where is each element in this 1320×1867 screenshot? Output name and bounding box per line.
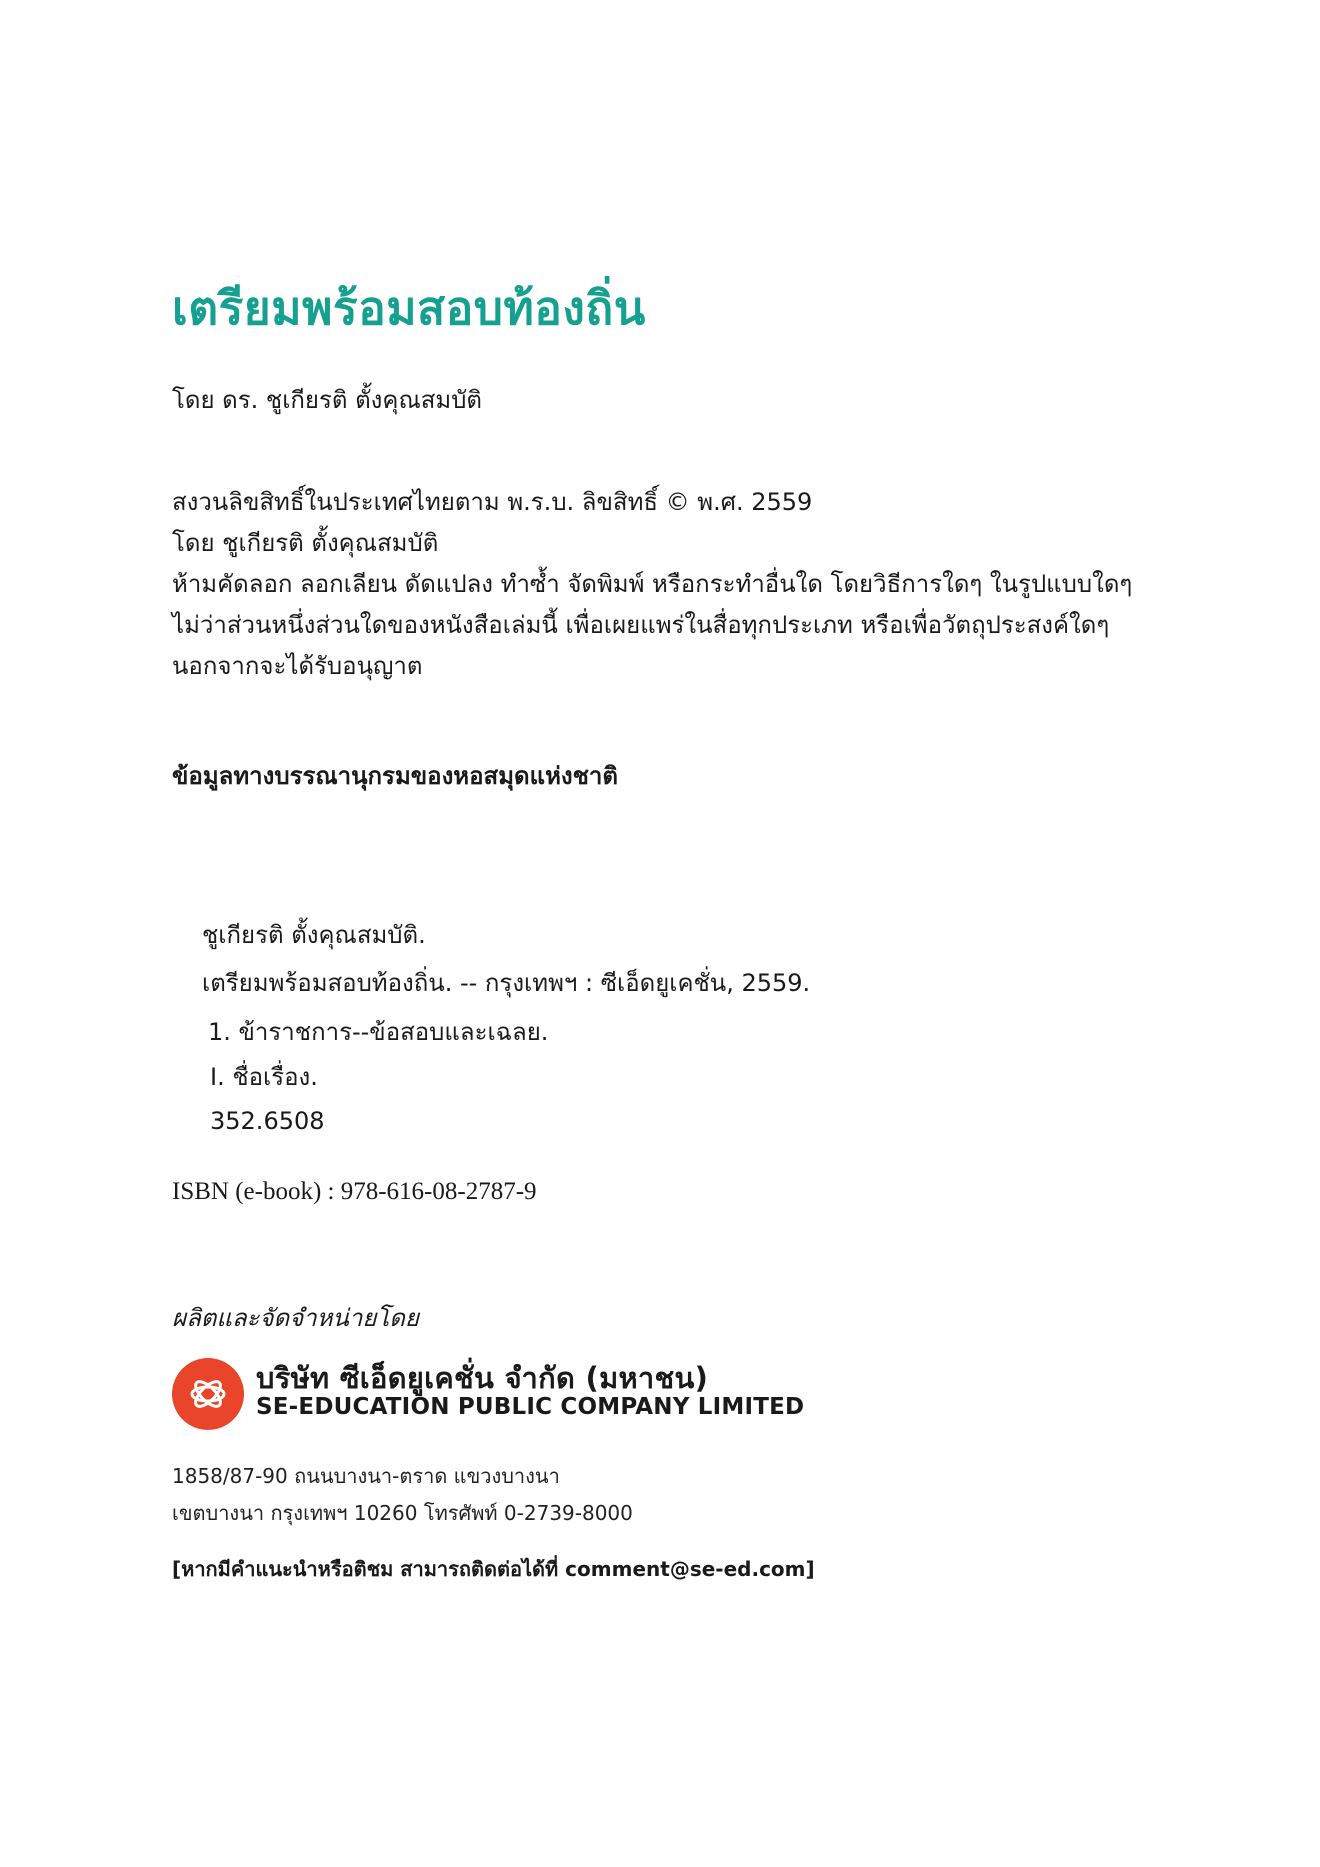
copyright-notice	[172, 482, 1132, 687]
address-line: เขตบางนา กรุงเทพฯ 10260 โทรศัพท์ 0-2739-8000	[172, 1501, 633, 1525]
copyright-line: ไม่ว่าส่วนหนึ่งส่วนใดของหนังสือเล่มนี้ เพื่อเผยแพร่ในสื่อทุกประเภท หรือเพื่อวัตถุประสงค์ใดๆ	[172, 611, 1110, 639]
copyright-line: ห้ามคัดลอก ลอกเลียน ดัดแปลง ทำซ้ำ จัดพิมพ์ หรือกระทำอื่นใด โดยวิธีการใดๆ ในรูปแบบใดๆ	[172, 570, 1133, 598]
cip-title-entry: เตรียมพร้อมสอบท้องถิ่น. -- กรุงเทพฯ : ซีเอ็ดยูเคชั่น, 2559.	[202, 969, 811, 997]
company-name-thai: บริษัท ซีเอ็ดยูเคชั่น จำกัด (มหาชน)	[256, 1361, 709, 1395]
cip-author: ชูเกียรติ ตั้งคุณสมบัติ.	[202, 921, 426, 949]
cip-title-heading: I. ชื่อเรื่อง.	[210, 1063, 318, 1091]
company-name-english: SE-EDUCATION PUBLIC COMPANY LIMITED	[256, 1394, 805, 1420]
producer-label: ผลิตและจัดจำหน่ายโดย	[172, 1304, 419, 1332]
publisher-address	[172, 1458, 633, 1532]
book-title: เตรียมพร้อมสอบท้องถิ่น	[172, 281, 646, 335]
cip-subject: 1. ข้าราชการ--ข้อสอบและเฉลย.	[208, 1018, 549, 1046]
se-ed-logo-icon	[172, 1358, 244, 1430]
copyright-line: นอกจากจะได้รับอนุญาต	[172, 652, 423, 680]
author-line: โดย ดร. ชูเกียรติ ตั้งคุณสมบัติ	[172, 386, 483, 414]
cip-heading: ข้อมูลทางบรรณานุกรมของหอสมุดแห่งชาติ	[172, 761, 618, 790]
contact-line: [หากมีคำแนะนำหรือติชม สามารถติดต่อได้ที่ comment@se-ed.com]	[172, 1557, 815, 1581]
isbn: ISBN (e-book) : 978-616-08-2787-9	[172, 1178, 537, 1205]
address-line: 1858/87-90 ถนนบางนา-ตราด แขวงบางนา	[172, 1464, 560, 1488]
cip-classification: 352.6508	[210, 1107, 325, 1135]
copyright-line: สงวนลิขสิทธิ์ในประเทศไทยตาม พ.ร.บ. ลิขสิทธิ์ © พ.ศ. 2559	[172, 488, 813, 516]
copyright-line: โดย ชูเกียรติ ตั้งคุณสมบัติ	[172, 529, 439, 557]
